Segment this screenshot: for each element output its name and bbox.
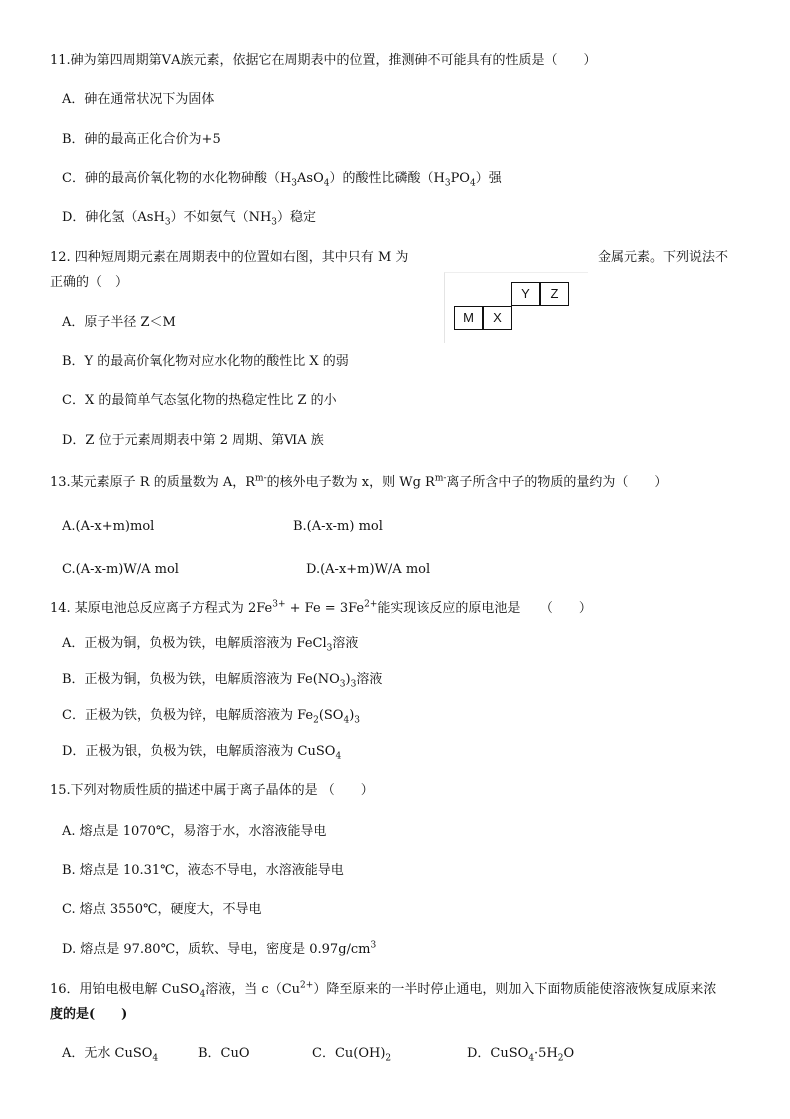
q15-option-b: B. 熔点是 10.31℃，液态不导电，水溶液能导电	[62, 863, 344, 878]
q16-option-d: D．$CuSO_4\cdot 5H_2O$	[467, 1046, 575, 1064]
q13-option-c: C.(A-x-m)W/A mol	[62, 562, 179, 577]
q16-stem: 16．用铂电极电解 CuSO$_4$溶液，当 $c(Cu^{2+})$降至原来的一半时停止通电，则加入下面物质能使溶液恢复成原来浓	[50, 980, 717, 1000]
cell-y: Y	[511, 282, 540, 306]
q12-option-b: B．Y 的最高价氧化物对应水化物的酸性比 X 的弱	[62, 354, 349, 369]
q12-option-c: C．X 的最简单气态氢化物的热稳定性比 Z 的小	[62, 393, 337, 408]
cell-m: M	[454, 306, 483, 330]
q11-option-a: A．砷在通常状况下为固体	[62, 92, 215, 107]
q11-option-c: C．砷的最高价氧化物的水化物砷酸$(H_3AsO_4)$的酸性比磷酸$(H_3PO_4)$强	[62, 171, 502, 189]
q15-option-c: C. 熔点 3550℃，硬度大，不导电	[62, 902, 262, 917]
q14-stem: 14. 某原电池总反应离子方程式为 $2Fe^{3+} + Fe = 3Fe^{2+}$能实现该反应的原电池是 （ ）	[50, 599, 592, 616]
q14-option-b: B．正极为铜，负极为铁，电解质溶液为 $Fe(NO_3)_3$溶液	[62, 672, 383, 690]
q15-option-d: D. 熔点是 97.80℃，质软、导电，密度是 $0.97g/cm^3$	[62, 940, 377, 957]
q14-option-c: C．正极为铁，负极为锌，电解质溶液为 $Fe_2(SO_4)_3$	[62, 708, 361, 726]
periodic-table-figure	[444, 272, 588, 343]
q14-option-d: D．正极为银，负极为铁，电解质溶液为 CuSO$_4$	[62, 744, 342, 762]
q12-option-d: D．Z 位于元素周期表中第 2 周期、第ⅥA 族	[62, 433, 324, 448]
q11-option-b: B．砷的最高正化合价为+5	[62, 132, 221, 147]
q11-option-d: D．砷化氢（AsH$_3$）不如氨气$(NH_3)$稳定	[62, 210, 317, 228]
q13-option-a: A.(A-x+m)mol	[62, 519, 155, 534]
q12-stem-right: 金属元素。下列说法不	[598, 250, 729, 265]
q13-option-b: B.(A-x-m) mol	[293, 519, 383, 534]
q12-option-a: A．原子半径 Z＜M	[62, 315, 176, 330]
q11-stem: 11.砷为第四周期第ⅤA族元素，依据它在周期表中的位置，推测砷不可能具有的性质是（ ）	[50, 53, 597, 68]
q12-stem-line2: 正确的（ ）	[50, 275, 129, 290]
q16-stem-line2: 度的是( )	[50, 1007, 128, 1022]
cell-z: Z	[540, 282, 569, 306]
q16-option-c: C．$Cu(OH)_2$	[312, 1046, 392, 1064]
q12-stem-left: 12. 四种短周期元素在周期表中的位置如右图，其中只有 M 为	[50, 250, 409, 265]
q15-option-a: A. 熔点是 1070℃，易溶于水，水溶液能导电	[62, 824, 327, 839]
cell-x: X	[483, 306, 512, 330]
q13-option-d: D.(A-x+m)W/A mol	[306, 562, 431, 577]
q14-option-a: A．正极为铜，负极为铁，电解质溶液为 FeCl$_3$溶液	[62, 636, 359, 654]
q16-option-b: B．CuO	[198, 1046, 250, 1061]
q15-stem: 15.下列对物质性质的描述中属于离子晶体的是 （ ）	[50, 783, 374, 798]
q16-option-a: A．无水 CuSO$_4$	[62, 1046, 159, 1064]
q13-stem: 13.某元素原子 R 的质量数为 A，$R^{m-}$的核外电子数为 x，则 Wg $R^{m-}$离子所含中子的物质的量约为（ ）	[50, 473, 668, 490]
